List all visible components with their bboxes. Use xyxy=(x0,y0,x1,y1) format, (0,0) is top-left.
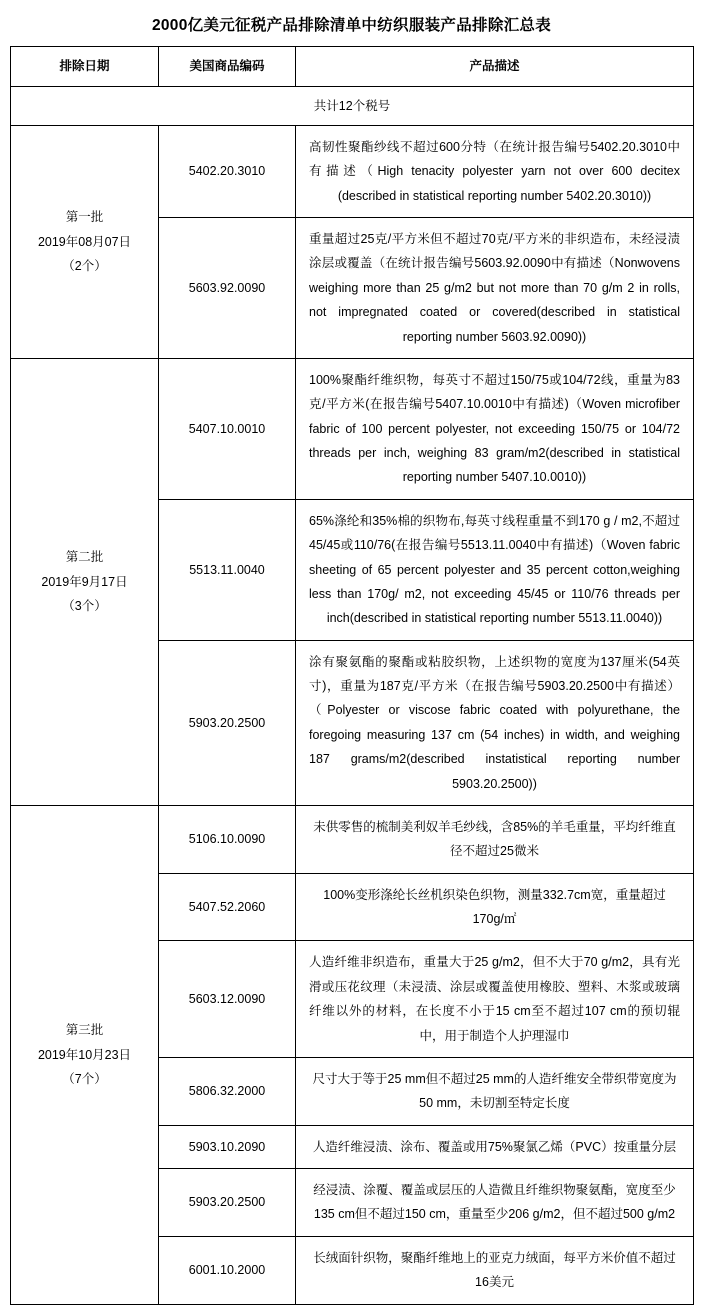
page-title: 2000亿美元征税产品排除清单中纺织服装产品排除汇总表 xyxy=(151,17,552,34)
product-description-cell: 重量超过25克/平方米但不超过70克/平方米的非织造布，未经浸渍涂层或覆盖（在统计报告编号5603.92.0090中有描述（Nonwovens weighing more than 25 g/m2 but not more than 70 g/m 2 in rolls, not impregnated coated or covered(described in statistical reporting number 5603.92.0090)) xyxy=(296,218,694,359)
batch-name: 第一批 xyxy=(65,210,104,225)
product-description-cell: 65%涤纶和35%棉的织物布,每英寸线程重量不到170 g / m2,不超过45/45或110/76(在报告编号5513.11.0040中有描述)（Woven fabric sheeting of 65 percent polyester and 35 percent cotton,weighing less than 170g/ m2, not exceeding 45/45 or 110/76 threads per inch(described in statistical reporting number 5513.11.0040)) xyxy=(296,499,694,640)
table-header-row xyxy=(11,47,694,86)
table-row xyxy=(11,125,694,217)
product-code-cell: 5903.20.2500 xyxy=(159,1169,296,1237)
product-description-cell: 高韧性聚酯纱线不超过600分特（在统计报告编号5402.20.3010中有描述（High tenacity polyester yarn not over 600 decitex (described in statistical reporting number 5402.20.3010)) xyxy=(296,125,694,217)
product-code-cell: 5407.10.0010 xyxy=(159,358,296,499)
column-header-code: 美国商品编码 xyxy=(159,47,296,86)
batch-count: （7个） xyxy=(62,1071,107,1086)
product-description-cell: 尺寸大于等于25 mm但不超过25 mm的人造纤维安全带织带宽度为50 mm，未切割至特定长度 xyxy=(296,1057,694,1125)
product-description-cell: 长绒面针织物，聚酯纤维地上的亚克力绒面，每平方米价值不超过16美元 xyxy=(296,1236,694,1304)
product-code-cell: 6001.10.2000 xyxy=(159,1236,296,1304)
product-description-cell: 涂有聚氨酯的聚酯或粘胶织物，上述织物的宽度为137厘米(54英寸)，重量为187克/平方米（在报告编号5903.20.2500中有描述）（Polyester or viscose fabric coated with polyurethane, the foregoing measuring 137 cm (54 inches) in width, and weighing 187 grams/m2(described instatistical reporting number 5903.20.2500)) xyxy=(296,640,694,805)
product-code-cell: 5903.10.2090 xyxy=(159,1125,296,1168)
table-row xyxy=(11,805,694,873)
product-description-cell: 经浸渍、涂覆、覆盖或层压的人造微且纤维织物聚氨酯，宽度至少135 cm但不超过150 cm，重量至少206 g/m2，但不超过500 g/m2 xyxy=(296,1169,694,1237)
product-code-cell: 5106.10.0090 xyxy=(159,805,296,873)
table-row xyxy=(11,358,694,499)
product-description-cell: 人造纤维浸渍、涂布、覆盖或用75%聚氯乙烯（PVC）按重量分层 xyxy=(296,1125,694,1168)
table-body xyxy=(11,86,694,1304)
product-description-cell: 100%聚酯纤维织物，每英寸不超过150/75或104/72线，重量为83克/平方米(在报告编号5407.10.0010中有描述)（Woven microfiber fabric of 100 percent polyester, not exceeding 150/75 or 104/72 threads per inch, weighing 83 gram/m2(described in statistical reporting number 5407.10.0010)) xyxy=(296,358,694,499)
batch-date: 2019年10月23日 xyxy=(37,1047,132,1062)
product-description-cell: 未供零售的梳制美利奴羊毛纱线，含85%的羊毛重量，平均纤维直径不超过25微米 xyxy=(296,805,694,873)
batch-name: 第三批 xyxy=(65,1023,104,1038)
batch-date: 2019年08月07日 xyxy=(37,234,132,249)
product-code-cell: 5402.20.3010 xyxy=(159,125,296,217)
column-header-date: 排除日期 xyxy=(11,47,159,86)
product-description-cell: 100%变形涤纶长丝机织染色织物，测量332.7cm宽，重量超过170g/㎡ xyxy=(296,873,694,941)
summary-row xyxy=(11,86,694,125)
batch-count: （3个） xyxy=(62,599,107,614)
product-code-cell: 5603.92.0090 xyxy=(159,218,296,359)
batch-name: 第二批 xyxy=(65,550,104,565)
batch-cell xyxy=(11,358,159,805)
batch-cell xyxy=(11,805,159,1304)
summary-cell: 共计12个税号 xyxy=(11,86,694,125)
product-description-cell: 人造纤维非织造布，重量大于25 g/m2，但不大于70 g/m2，具有光滑或压花纹理（未浸渍、涂层或覆盖使用橡胶、塑料、木浆或玻璃纤维以外的材料，在长度不小于15 cm至不超过107 cm的预切辊中，用于制造个人护理湿巾 xyxy=(296,941,694,1058)
batch-date: 2019年9月17日 xyxy=(41,574,128,589)
product-code-cell: 5806.32.2000 xyxy=(159,1057,296,1125)
product-code-cell: 5407.52.2060 xyxy=(159,873,296,941)
product-code-cell: 5603.12.0090 xyxy=(159,941,296,1058)
exclusion-table xyxy=(10,46,694,1304)
product-code-cell: 5903.20.2500 xyxy=(159,640,296,805)
batch-cell xyxy=(11,125,159,358)
product-code-cell: 5513.11.0040 xyxy=(159,499,296,640)
batch-count: （2个） xyxy=(62,259,107,274)
table-header xyxy=(11,47,694,86)
column-header-description: 产品描述 xyxy=(296,47,694,86)
